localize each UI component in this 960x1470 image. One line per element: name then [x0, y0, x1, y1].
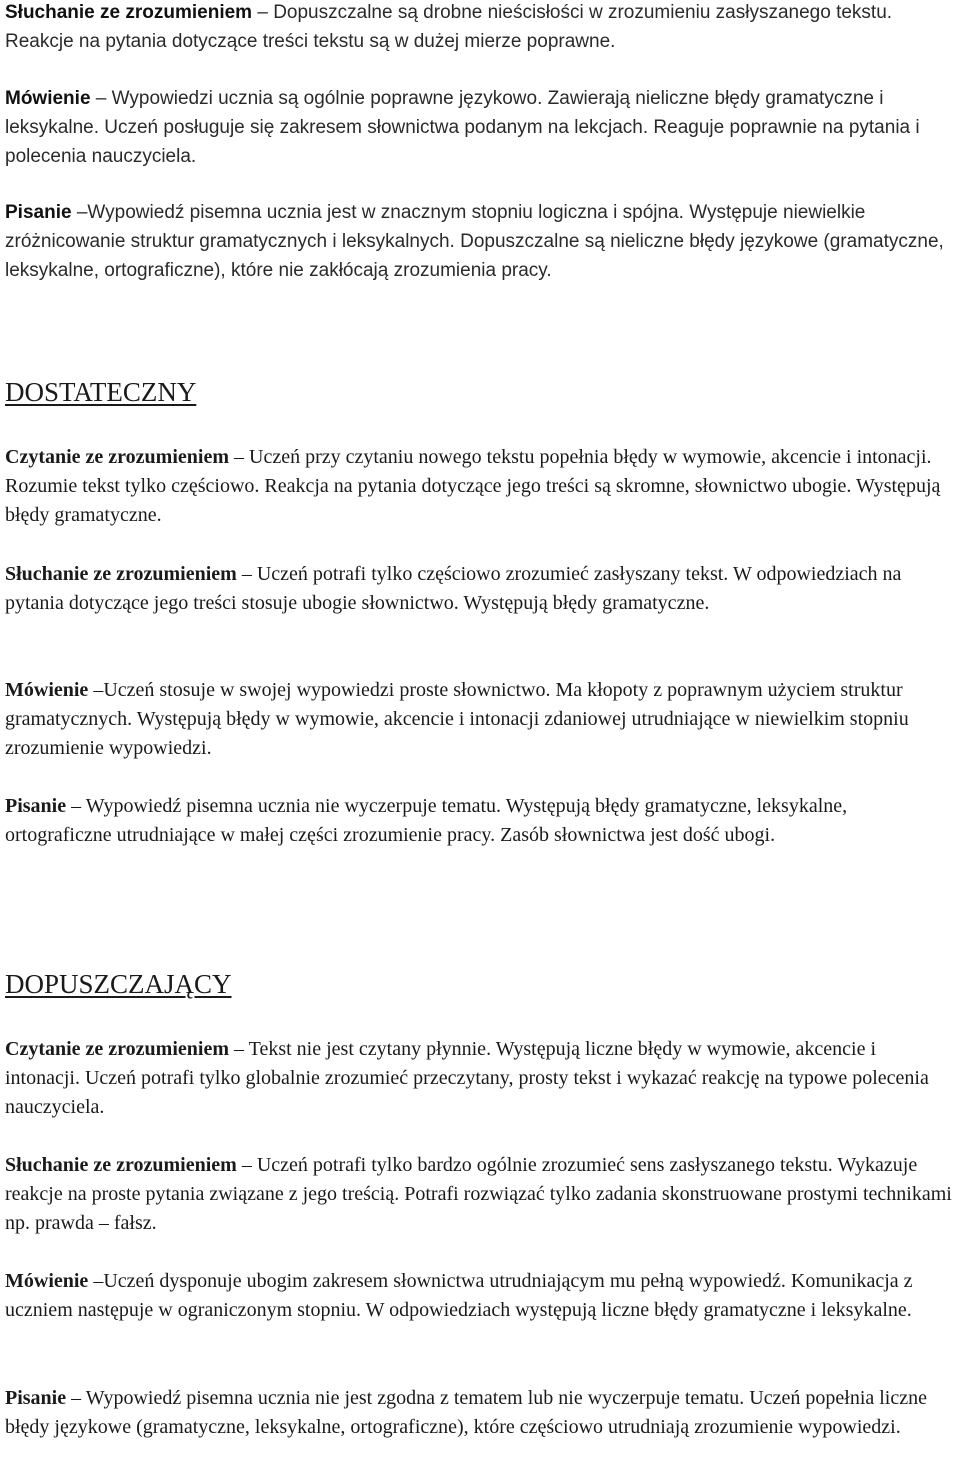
criterion-label: Pisanie: [5, 1387, 67, 1409]
criterion-label: Czytanie ze zrozumieniem: [5, 446, 229, 468]
criterion-label: Czytanie ze zrozumieniem: [5, 1038, 229, 1060]
criterion-text: Wypowiedź pisemna ucznia jest w znacznym stopniu logiczna i spójna. Występuje niewielkie zróżnicowanie struktur gramatycznych i leksykalnych. Dopuszczalne są nieliczne błędy językowe (gramatyczne, leksykalne, ortograficzne), które nie zakłócają zrozumienia pracy.: [5, 202, 944, 281]
criterion-writing: Pisanie – Wypowiedź pisemna ucznia nie jest zgodna z tematem lub nie wyczerpuje tematu. Uczeń popełnia liczne błędy językowe (gramatyczne, leksykalne, ortograficzne), które częściowo utrudniają zrozumienie wypowiedzi.: [5, 1387, 927, 1438]
criterion-reading: Czytanie ze zrozumieniem – Uczeń przy czytaniu nowego tekstu popełnia błędy w wymowie, akcencie i intonacji. Rozumie tekst tylko częściowo. Reakcja na pytania dotyczące jego treści są skromne, słownictwo ubogie. Występują błędy gramatyczne.: [5, 446, 941, 526]
criterion-reading: Czytanie ze zrozumieniem – Tekst nie jest czytany płynnie. Występują liczne błędy w wymowie, akcencie i intonacji. Uczeń potrafi tylko globalnie zrozumieć przeczytany, prosty tekst i wykazać reakcję na typowe polecenia nauczyciela.: [5, 1038, 929, 1118]
criterion-text: Uczeń stosuje w swojej wypowiedzi proste słownictwo. Ma kłopoty z poprawnym użyciem struktur gramatycznych. Występują błędy w wymowie, akcencie i intonacji zdaniowej utrudniające w niewielkim stopniu zrozumienie wypowiedzi.: [5, 679, 909, 759]
criterion-speaking: Mówienie –Uczeń stosuje w swojej wypowiedzi proste słownictwo. Ma kłopoty z poprawnym użyciem struktur gramatycznych. Występują błędy w wymowie, akcencie i intonacji zdaniowej utrudniające w niewielkim stopniu zrozumienie wypowiedzi.: [5, 679, 909, 759]
criterion-label: Słuchanie ze zrozumieniem: [5, 1154, 237, 1176]
criterion-label: Mówienie: [5, 1270, 89, 1292]
criterion-text: Uczeń przy czytaniu nowego tekstu popełnia błędy w wymowie, akcencie i intonacji. Rozumie tekst tylko częściowo. Reakcja na pytania dotyczące jego treści są skromne, słownictwo ubogie. Występują błędy gramatyczne.: [5, 446, 941, 526]
criterion-speaking: Mówienie – Wypowiedzi ucznia są ogólnie poprawne językowo. Zawierają nieliczne błędy gramatyczne i leksykalne. Uczeń posługuje się zakresem słownictwa podanym na lekcjach. Reaguje poprawnie na pytania i polecenia nauczyciela.: [5, 88, 920, 167]
criterion-writing: Pisanie –Wypowiedź pisemna ucznia jest w znacznym stopniu logiczna i spójna. Występuje niewielkie zróżnicowanie struktur gramatycznych i leksykalnych. Dopuszczalne są nieliczne błędy językowe (gramatyczne, leksykalne, ortograficzne), które nie zakłócają zrozumienia pracy.: [5, 202, 944, 281]
criterion-text: Tekst nie jest czytany płynnie. Występują liczne błędy w wymowie, akcencie i intonacji. Uczeń potrafi tylko globalnie zrozumieć przeczytany, prosty tekst i wykazać reakcję na typowe polecenia nauczyciela.: [5, 1038, 929, 1118]
criterion-label: Mówienie: [5, 679, 89, 701]
criterion-speaking: Mówienie –Uczeń dysponuje ubogim zakresem słownictwa utrudniającym mu pełną wypowiedź. Komunikacja z uczniem następuje w ograniczonym stopniu. W odpowiedziach występują liczne błędy gramatyczne i leksykalne.: [5, 1270, 913, 1321]
criterion-label: Słuchanie ze zrozumieniem: [5, 2, 253, 23]
criterion-writing: Pisanie – Wypowiedź pisemna ucznia nie wyczerpuje tematu. Występują błędy gramatyczne, leksykalne, ortograficzne utrudniające w małej części zrozumienie pracy. Zasób słownictwa jest dość ubogi.: [5, 795, 848, 846]
criterion-text: Uczeń dysponuje ubogim zakresem słownictwa utrudniającym mu pełną wypowiedź. Komunikacja z uczniem następuje w ograniczonym stopniu. W odpowiedziach występują liczne błędy gramatyczne i leksykalne.: [5, 1270, 913, 1321]
criterion-text: Uczeń potrafi tylko bardzo ogólnie zrozumieć sens zasłyszanego tekstu. Wykazuje reakcje na proste pytania związane z jego treścią. Potrafi rozwiązać tylko zadania skonstruowane prostymi technikami np. prawda – fałsz.: [5, 1154, 952, 1234]
criterion-label: Pisanie: [5, 795, 67, 817]
criterion-listening: Słuchanie ze zrozumieniem – Uczeń potrafi tylko bardzo ogólnie zrozumieć sens zasłyszanego tekstu. Wykazuje reakcje na proste pytania związane z jego treścią. Potrafi rozwiązać tylko zadania skonstruowane prostymi technikami np. prawda – fałsz.: [5, 1154, 952, 1234]
criterion-text: Uczeń potrafi tylko częściowo zrozumieć zasłyszany tekst. W odpowiedziach na pytania dotyczące jego treści stosuje ubogie słownictwo. Występują błędy gramatyczne.: [5, 563, 902, 614]
criterion-text: Dopuszczalne są drobne nieścisłości w zrozumieniu zasłyszanego tekstu. Reakcje na pytania dotyczące treści tekstu są w dużej mierze poprawne.: [5, 2, 893, 52]
criterion-text: Wypowiedź pisemna ucznia nie wyczerpuje tematu. Występują błędy gramatyczne, leksykalne, ortograficzne utrudniające w małej części zrozumienie pracy. Zasób słownictwa jest dość ubogi.: [5, 795, 848, 846]
grade-heading-dostateczny: DOSTATECZNY: [5, 377, 197, 407]
criterion-listening: Słuchanie ze zrozumieniem – Dopuszczalne są drobne nieścisłości w zrozumieniu zasłyszanego tekstu. Reakcje na pytania dotyczące treści tekstu są w dużej mierze poprawne.: [5, 2, 893, 52]
criterion-label: Pisanie: [5, 202, 72, 223]
criterion-text: Wypowiedź pisemna ucznia nie jest zgodna z tematem lub nie wyczerpuje tematu. Uczeń popełnia liczne błędy językowe (gramatyczne, leksykalne, ortograficzne), które częściowo utrudniają zrozumienie wypowiedzi.: [5, 1387, 927, 1438]
criterion-listening: Słuchanie ze zrozumieniem – Uczeń potrafi tylko częściowo zrozumieć zasłyszany tekst. W odpowiedziach na pytania dotyczące jego treści stosuje ubogie słownictwo. Występują błędy gramatyczne.: [5, 563, 902, 614]
criterion-label: Mówienie: [5, 88, 91, 109]
criterion-label: Słuchanie ze zrozumieniem: [5, 563, 237, 585]
grade-heading-dopuszczajacy: DOPUSZCZAJĄCY: [5, 969, 232, 999]
criterion-text: Wypowiedzi ucznia są ogólnie poprawne językowo. Zawierają nieliczne błędy gramatyczne i leksykalne. Uczeń posługuje się zakresem słownictwa podanym na lekcjach. Reaguje poprawnie na pytania i polecenia nauczyciela.: [5, 88, 920, 167]
